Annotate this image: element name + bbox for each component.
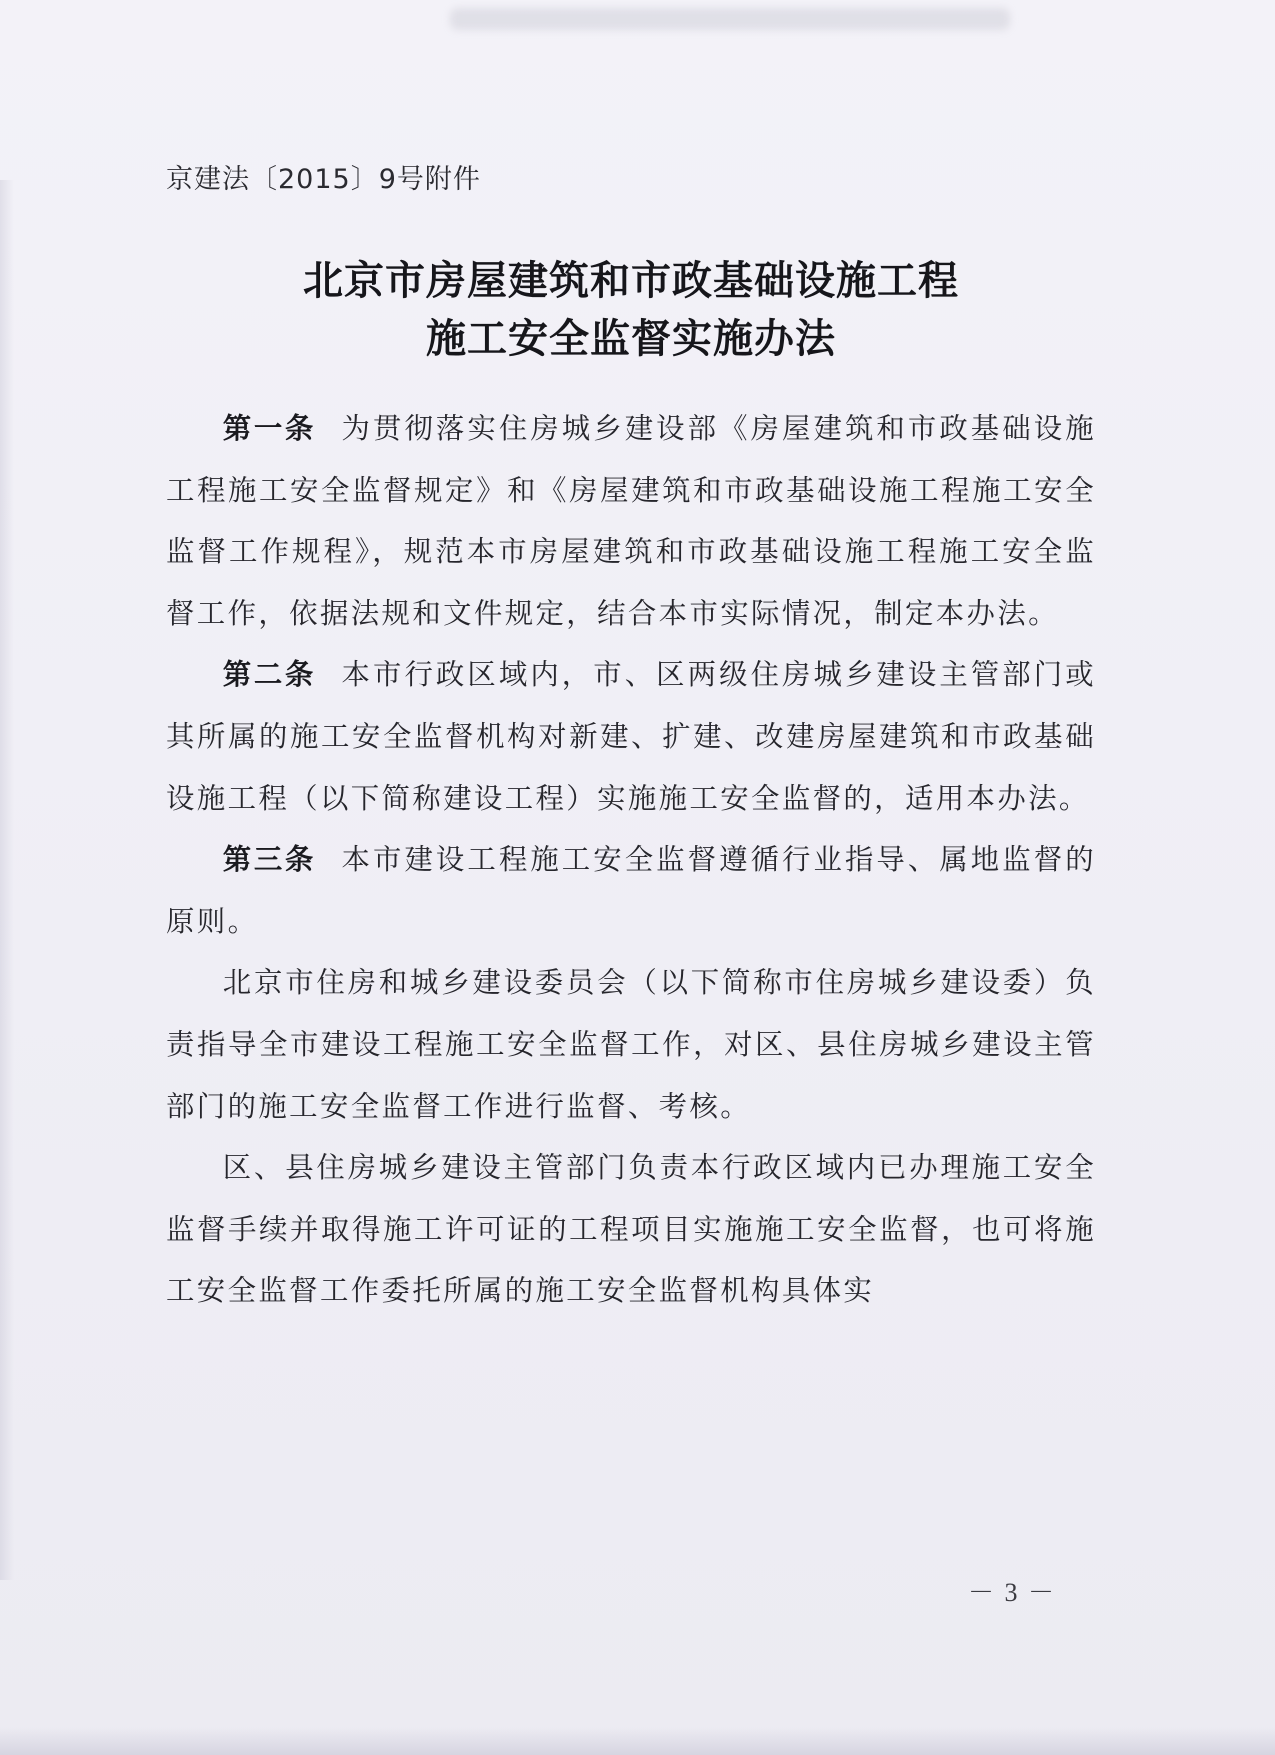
scan-shadow-bottom: [0, 1727, 1275, 1755]
title-line-2: 施工安全监督实施办法: [426, 315, 836, 362]
paragraph-article-3: [166, 829, 1096, 952]
article-label: 第一条: [222, 412, 316, 445]
scan-shadow-left: [0, 180, 14, 1580]
article-label: 第二条: [222, 658, 316, 692]
document-reference: 京建法〔2015〕9号附件: [166, 164, 481, 195]
paragraph-text: 为贯彻落实住房城乡建设部《房屋建筑和市政基础设施工程施工安全监督规定》和《房屋建筑和市政基础设施工程施工安全监督工作规程》，规范本市房屋建筑和市政基础设施工程施工安全监督工作，依据法规和文件规定，结合本市实际情况，制定本办法。: [166, 412, 1096, 630]
paragraph-text: 本市行政区域内，市、区两级住房城乡建设主管部门或其所属的施工安全监督机构对新建、扩建、改建房屋建筑和市政基础设施工程（以下简称建设工程）实施施工安全监督的，适用本办法。: [166, 658, 1096, 815]
title-line-1: 北京市房屋建筑和市政基础设施工程: [303, 257, 959, 304]
paragraph-text: 区、县住房城乡建设主管部门负责本行政区域内已办理施工安全监督手续并取得施工许可证的工程项目实施施工安全监督，也可将施工安全监督工作委托所属的施工安全监督机构具体实: [166, 1151, 1096, 1308]
paragraph-municipal-responsibility: [166, 952, 1096, 1137]
paragraph-text: 北京市住房和城乡建设委员会（以下简称市住房城乡建设委）负责指导全市建设工程施工安全监督工作，对区、县住房城乡建设主管部门的施工安全监督工作进行监督、考核。: [166, 966, 1096, 1123]
document-body: [166, 160, 1096, 1322]
scan-shadow-top: [450, 8, 1010, 30]
paragraph-text: 本市建设工程施工安全监督遵循行业指导、属地监督的原则。: [166, 843, 1096, 938]
paragraph-article-2: [166, 644, 1096, 829]
page-number: － 3 －: [968, 1578, 1057, 1607]
paragraph-article-1: [166, 398, 1096, 644]
article-label: 第三条: [222, 843, 316, 877]
document-title: [166, 252, 1096, 368]
paragraph-district-responsibility: [166, 1137, 1096, 1322]
